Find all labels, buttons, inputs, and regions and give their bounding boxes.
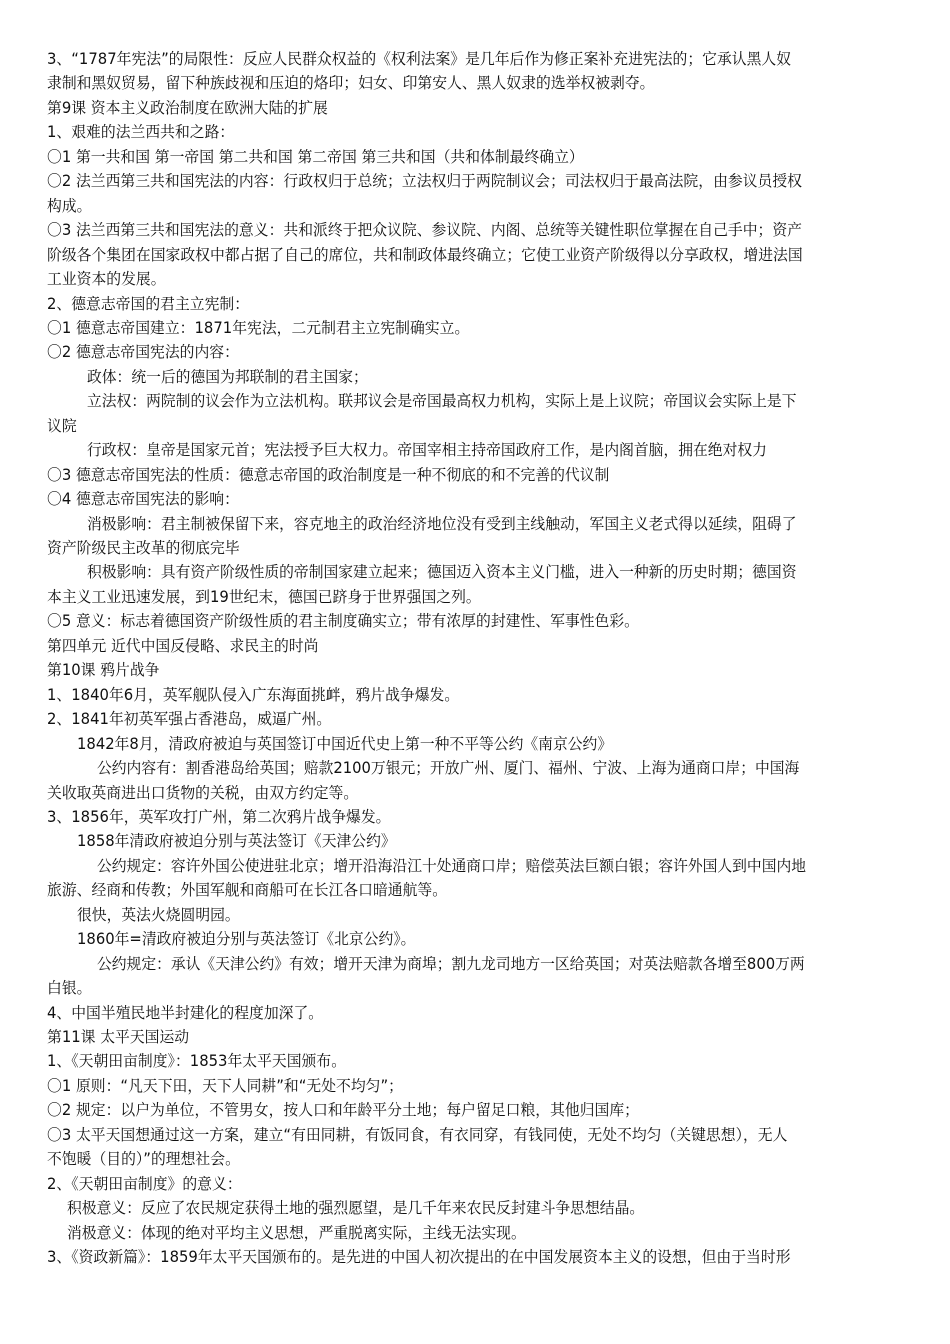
text-line (0, 707, 950, 731)
text-line (0, 927, 950, 951)
text-line-content: 公约内容有：割香港岛给英国；赔款2100万银元；开放广州、厦门、福州、宁波、上海为通商口岸；中国海 (97, 759, 800, 778)
text-line (0, 732, 950, 756)
text-line-content: 1、艰难的法兰西共和之路： (47, 123, 235, 142)
text-line-content: 工业资本的发展。 (47, 270, 166, 289)
text-line (0, 536, 950, 560)
text-line-content: 1、1840年6月，英军舰队侵入广东海面挑衅，鸦片战争爆发。 (47, 685, 460, 704)
text-line (0, 389, 950, 413)
text-line-content: 本主义工业迅速发展，到19世纪末，德国已跻身于世界强国之列。 (47, 587, 481, 606)
text-line-content: 2、《天朝田亩制度》的意义： (47, 1174, 242, 1193)
text-line (0, 267, 950, 291)
text-line-content: 资产阶级民主改革的彻底完毕 (47, 539, 240, 557)
text-line (0, 1049, 950, 1073)
text-line (0, 414, 950, 438)
text-line (0, 463, 950, 487)
text-line (0, 169, 950, 193)
text-line (0, 634, 950, 658)
text-line-content: 〇3 法兰西第三共和国宪法的意义：共和派终于把众议院、参议院、内阁、总统等关键性职位掌握在自己手中；资产 (47, 221, 802, 240)
text-line (0, 120, 950, 144)
text-line-content: 构成。 (47, 196, 92, 215)
text-line-content: 2、1841年初英军强占香港岛，威逼广州。 (47, 710, 332, 729)
text-line (0, 47, 950, 71)
text-line-content: 消极影响：君主制被保留下来，容克地主的政治经济地位没有受到主线触动，军国主义老式得以延续，阻碍了 (87, 514, 797, 533)
text-line (0, 316, 950, 340)
text-line (0, 560, 950, 584)
text-line-content: 第9课 资本主义政治制度在欧洲大陆的扩展 (47, 98, 328, 117)
text-line (0, 438, 950, 462)
text-line-content: 不饱暖（目的）”的理想社会。 (47, 1150, 240, 1169)
text-line-content: 积极意义：反应了农民规定获得土地的强烈愿望，是几千年来农民反封建斗争思想结晶。 (67, 1199, 645, 1218)
text-line-content: 1、《天朝田亩制度》：1853年太平天国颁布。 (47, 1052, 347, 1071)
text-line (0, 71, 950, 95)
text-line-content: 积极影响：具有资产阶级性质的帝制国家建立起来；德国迈入资本主义门槛，进入一种新的历史时期；德国资 (87, 563, 797, 582)
text-line (0, 1172, 950, 1196)
text-line-content: 立法权：两院制的议会作为立法机构。联邦议会是帝国最高权力机构，实际上是上议院；帝国议会实际上是下 (87, 392, 797, 411)
text-line (0, 878, 950, 902)
text-line (0, 829, 950, 853)
text-line (0, 1001, 950, 1025)
text-line (0, 487, 950, 511)
text-line-content: 白银。 (47, 979, 92, 998)
text-line-content: 行政权：皇帝是国家元首；宪法授予巨大权力。帝国宰相主持帝国政府工作，是内阁首脑，拥在绝对权力 (87, 441, 767, 460)
text-line-content: 〇1 原则：“凡天下田，天下人同耕”和“无处不均匀”； (47, 1076, 404, 1095)
text-line-content: 关收取英商进出口货物的关税，由双方约定等。 (47, 783, 359, 802)
text-line (0, 1025, 950, 1049)
text-line-content: 第11课 太平天国运动 (47, 1028, 190, 1046)
text-line (0, 145, 950, 169)
text-line-content: 3、“1787年宪法”的局限性：反应人民群众权益的《权利法案》是几年后作为修正案补充进宪法的；它承认黑人奴 (47, 50, 792, 68)
text-line-content: 议院 (47, 416, 77, 435)
text-line (0, 854, 950, 878)
text-line-content: 4、中国半殖民地半封建化的程度加深了。 (47, 1003, 324, 1022)
text-line (0, 952, 950, 976)
text-line-content: 1858年清政府被迫分别与英法签订《天津公约》 (77, 832, 396, 851)
text-line (0, 243, 950, 267)
text-line (0, 1245, 950, 1269)
text-line-content: 〇3 太平天国想通过这一方案，建立“有田同耕，有饭同食，有衣同穿，有钱同使，无处不均匀（关键思想），无人 (47, 1125, 788, 1144)
text-line (0, 1147, 950, 1171)
text-line (0, 1123, 950, 1147)
text-line (0, 292, 950, 316)
text-line (0, 1221, 950, 1245)
text-line-content: 阶级各个集团在国家政权中都占据了自己的席位，共和制政体最终确立；它使工业资产阶级得以分享政权，增进法国 (47, 245, 803, 264)
text-line (0, 805, 950, 829)
text-line-content: 很快，英法火烧圆明园。 (77, 905, 240, 924)
text-line-content: 1860年=清政府被迫分别与英法签订《北京公约》。 (77, 930, 416, 949)
text-line (0, 194, 950, 218)
text-line-content: 第10课 鸦片战争 (47, 661, 160, 680)
text-line (0, 903, 950, 927)
text-line-content: 消极意义：体现的绝对平均主义思想，严重脱离实际，主线无法实现。 (67, 1223, 526, 1242)
text-line (0, 1074, 950, 1098)
text-line-content: 公约规定：容许外国公使进驻北京；增开沿海沿江十处通商口岸；赔偿英法巨额白银；容许外国人到中国内地 (97, 856, 807, 875)
text-line (0, 658, 950, 682)
text-line (0, 781, 950, 805)
text-line (0, 1196, 950, 1220)
text-line-content: 1842年8月，清政府被迫与英国签订中国近代史上第一种不平等公约《南京公约》 (77, 734, 613, 753)
text-line-content: 第四单元 近代中国反侵略、求民主的时尚 (47, 636, 319, 655)
text-line (0, 1098, 950, 1122)
text-line-content: 〇2 规定：以户为单位，不管男女，按人口和年龄平分土地；每户留足口粮，其他归国库； (47, 1101, 639, 1120)
text-line-content: 2、德意志帝国的君主立宪制： (47, 294, 250, 313)
text-line (0, 365, 950, 389)
text-line (0, 340, 950, 364)
text-line (0, 218, 950, 242)
text-line (0, 976, 950, 1000)
text-line-content: 〇1 德意志帝国建立：1871年宪法，二元制君主立宪制确实立。 (47, 318, 470, 337)
text-line-content: 隶制和黑奴贸易，留下种族歧视和压迫的烙印；妇女、印第安人、黑人奴隶的选举权被剥夺。 (47, 74, 655, 93)
text-line-content: 3、《资政新篇》：1859年太平天国颁布的。是先进的中国人初次提出的在中国发展资本主义的设想，但由于当时形 (47, 1248, 791, 1267)
text-line-content: 〇1 第一共和国 第一帝国 第二共和国 第二帝国 第三共和国（共和体制最终确立） (47, 147, 584, 166)
text-line-content: 〇4 德意志帝国宪法的影响： (47, 490, 239, 509)
text-line-content: 旅游、经商和传教；外国军舰和商船可在长江各口暗通航等。 (47, 881, 448, 900)
text-line-content: 3、1856年，英军攻打广州，第二次鸦片战争爆发。 (47, 807, 391, 826)
text-line-content: 〇5 意义：标志着德国资产阶级性质的君主制度确实立；带有浓厚的封建性、军事性色彩。 (47, 612, 639, 631)
text-line (0, 96, 950, 120)
text-line (0, 683, 950, 707)
text-line-content: 政体：统一后的德国为邦联制的君主国家； (87, 367, 368, 386)
text-line-content: 〇2 法兰西第三共和国宪法的内容：行政权归于总统；立法权归于两院制议会；司法权归于最高法院，由参议员授权 (47, 172, 802, 191)
text-line-content: 〇2 德意志帝国宪法的内容： (47, 343, 239, 362)
text-line (0, 609, 950, 633)
text-line-content: 〇3 德意志帝国宪法的性质：德意志帝国的政治制度是一种不彻底的和不完善的代议制 (47, 465, 610, 484)
text-line (0, 756, 950, 780)
text-line (0, 512, 950, 536)
text-line-content: 公约规定：承认《天津公约》有效；增开天津为商埠；割九龙司地方一区给英国；对英法赔款各增至800万两 (97, 954, 805, 973)
text-line (0, 585, 950, 609)
